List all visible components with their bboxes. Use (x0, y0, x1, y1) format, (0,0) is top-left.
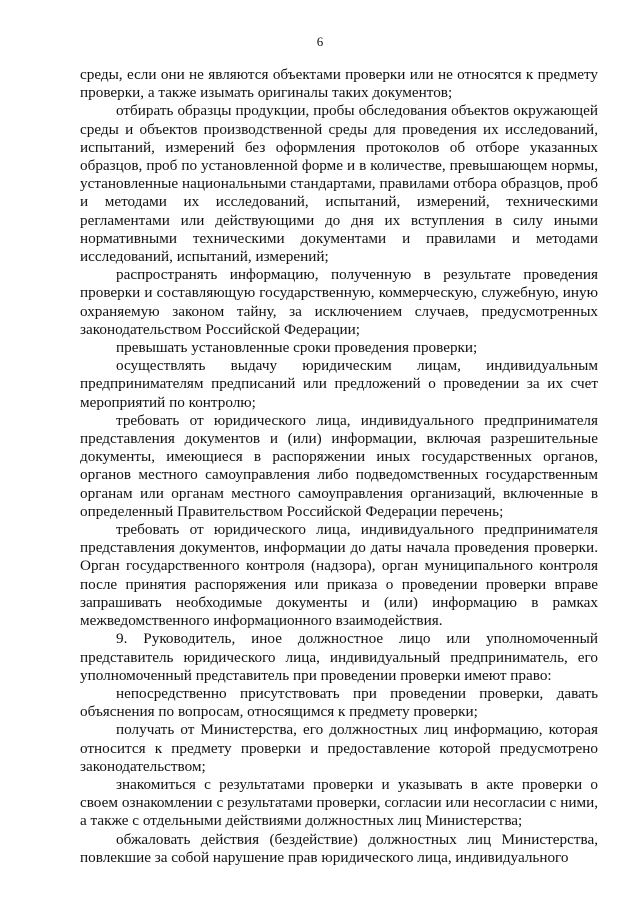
paragraph: требовать от юридического лица, индивидуального предпринимателя представления документов, информации до даты начала проведения проверки. Орган государственного контроля (надзора), орган муниципального контроля после принятия распоряжения или приказа о проведении проверки вправе запрашивать необходимые документы и (или) информацию в рамках межведомственного информационного взаимодействия. (80, 521, 598, 630)
page-number: 6 (316, 34, 324, 49)
paragraph: непосредственно присутствовать при проведении проверки, давать объяснения по вопросам, относящимся к предмету проверки; (80, 684, 598, 721)
paragraph-item-9: 9. Руководитель, иное должностное лицо или уполномоченный представитель юридического лица, индивидуальный предприниматель, его уполномоченный представитель при проведении проверки имеют право: (80, 630, 598, 684)
paragraph: распространять информацию, полученную в результате проведения проверки и составляющую государственную, коммерческую, служебную, иную охраняемую законом тайну, за исключением случаев, предусмотренных законодательством Российской Федерации; (80, 266, 598, 338)
paragraph: осуществлять выдачу юридическим лицам, индивидуальным предпринимателям предписаний или предложений о проведении за их счет мероприятий по контролю; (80, 357, 598, 411)
document-body (80, 66, 598, 867)
paragraph-continued: среды, если они не являются объектами проверки или не относятся к предмету проверки, а также изымать оригиналы таких документов; (80, 66, 598, 102)
paragraph: требовать от юридического лица, индивидуального предпринимателя представления документов и (или) информации, включая разрешительные документы, имеющиеся в распоряжении иных государственных органов, органов местного самоуправления либо подведомственных государственным органам или органам местного самоуправления организаций, включенные в определенный Правительством Российской Федерации перечень; (80, 411, 598, 520)
paragraph: превышать установленные сроки проведения проверки; (116, 339, 478, 357)
paragraph: получать от Министерства, его должностных лиц информацию, которая относится к предмету проверки и предоставление которой предусмотрено законодательством; (80, 721, 598, 775)
paragraph: отбирать образцы продукции, пробы обследования объектов окружающей среды и объектов производственной среды для проведения их исследований, испытаний, измерений без оформления протоколов об отборе указанных образцов, проб по установленной форме и в количестве, превышающем нормы, установленные национальными стандартами, правилами отбора образцов, проб и методами их исследований, испытаний, измерений, техническими регламентами или действующими до дня их вступления в силу иными нормативными техническими документами и правилами и методами исследований, испытаний, измерений; (80, 102, 598, 266)
paragraph: знакомиться с результатами проверки и указывать в акте проверки о своем ознакомлении с результатами проверки, согласии или несогласии с ними, а также с отдельными действиями должностных лиц Министерства; (80, 775, 598, 830)
paragraph: обжаловать действия (бездействие) должностных лиц Министерства, повлекшие за собой нарушение прав юридического лица, индивидуального (80, 830, 598, 866)
